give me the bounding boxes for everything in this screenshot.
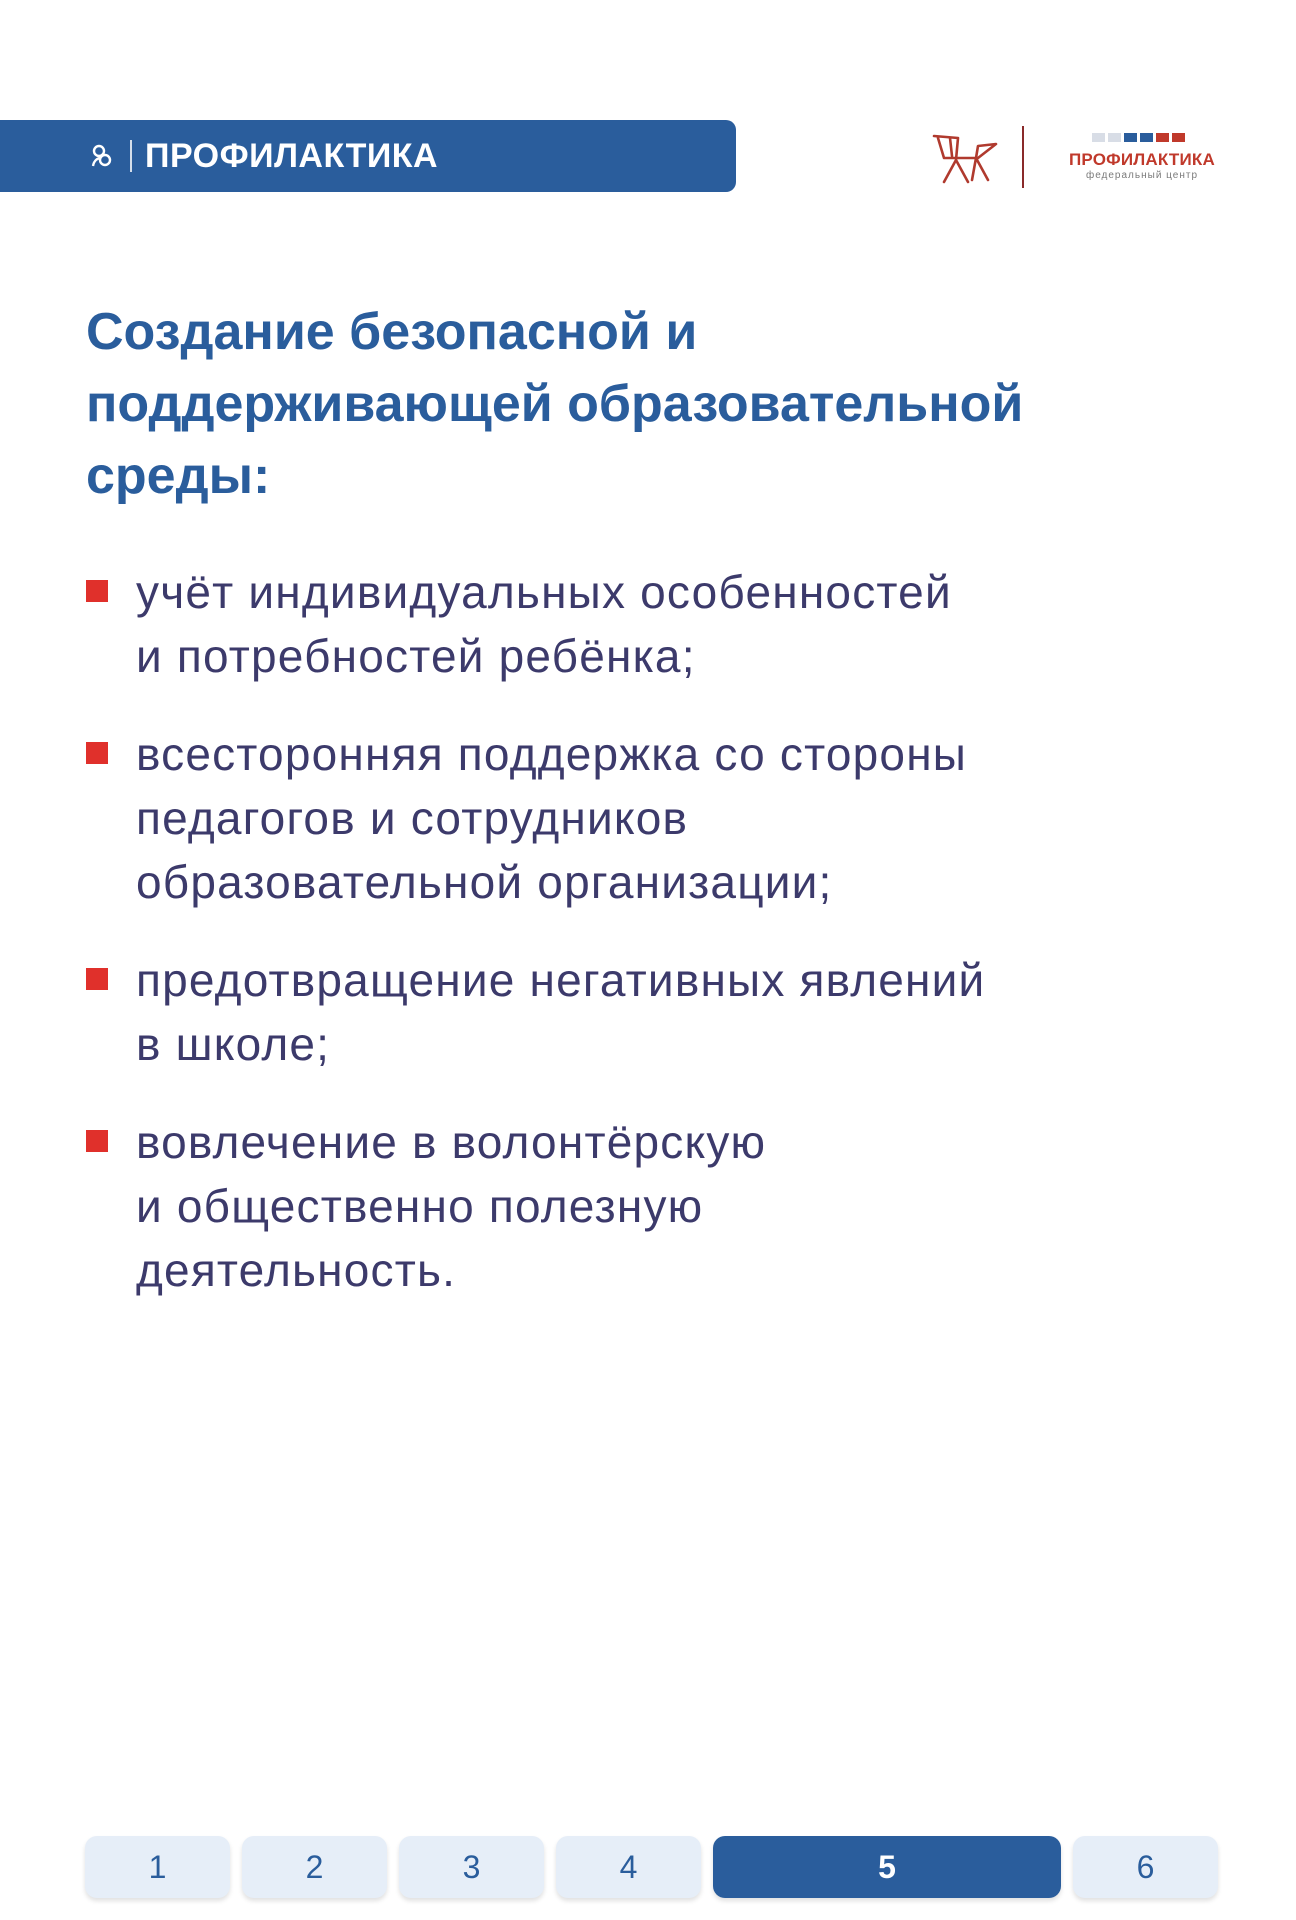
item-line: педагогов и сотрудников	[136, 792, 689, 844]
title-line: поддерживающей образовательной	[86, 375, 1024, 433]
logo-divider	[1022, 126, 1024, 188]
page-button-1[interactable]: 1	[85, 1836, 230, 1898]
logo-bar	[1108, 133, 1121, 142]
logo-name: ПРОФИЛАКТИКА	[1069, 150, 1215, 169]
logo-bar	[1092, 133, 1105, 142]
list-item	[86, 722, 1236, 914]
page-button-3[interactable]: 3	[399, 1836, 544, 1898]
item-line: всесторонняя поддержка со стороны	[136, 728, 968, 780]
logo-color-bars	[1092, 133, 1185, 142]
logo-subtitle: федеральный центр	[1085, 170, 1199, 181]
header-title: ПРОФИЛАКТИКА	[145, 137, 439, 175]
item-line: образовательной организации;	[136, 856, 833, 908]
bullet-marker	[86, 742, 108, 764]
people-icon	[88, 142, 116, 170]
item-line: и общественно полезную	[136, 1180, 704, 1232]
title-line: Создание безопасной и	[86, 303, 698, 361]
title-line: среды:	[86, 447, 271, 505]
page-button-5-active[interactable]: 5	[713, 1836, 1061, 1898]
bullet-list	[86, 560, 1236, 1302]
item-line: учёт индивидуальных особенностей	[136, 566, 952, 618]
page-button-2[interactable]: 2	[242, 1836, 387, 1898]
list-item	[86, 948, 1236, 1076]
logo-bar	[1140, 133, 1153, 142]
item-line: предотвращение негативных явлений	[136, 954, 986, 1006]
bullet-marker	[86, 580, 108, 602]
page-title	[86, 296, 1226, 512]
logo-bar	[1124, 133, 1137, 142]
item-line: деятельность.	[136, 1244, 457, 1296]
header-band	[0, 120, 736, 192]
list-item	[86, 560, 1236, 688]
logo-bar	[1156, 133, 1169, 142]
page-button-4[interactable]: 4	[556, 1836, 701, 1898]
page-button-6[interactable]: 6	[1073, 1836, 1218, 1898]
logo-bar	[1172, 133, 1185, 142]
item-line: вовлечение в волонтёрскую	[136, 1116, 767, 1168]
chair-icon	[930, 128, 1000, 184]
list-item	[86, 1110, 1236, 1302]
item-line: и потребностей ребёнка;	[136, 630, 696, 682]
item-line: в школе;	[136, 1018, 331, 1070]
bullet-marker	[86, 968, 108, 990]
pagination	[85, 1836, 1218, 1898]
header-separator	[130, 140, 132, 172]
bullet-marker	[86, 1130, 108, 1152]
